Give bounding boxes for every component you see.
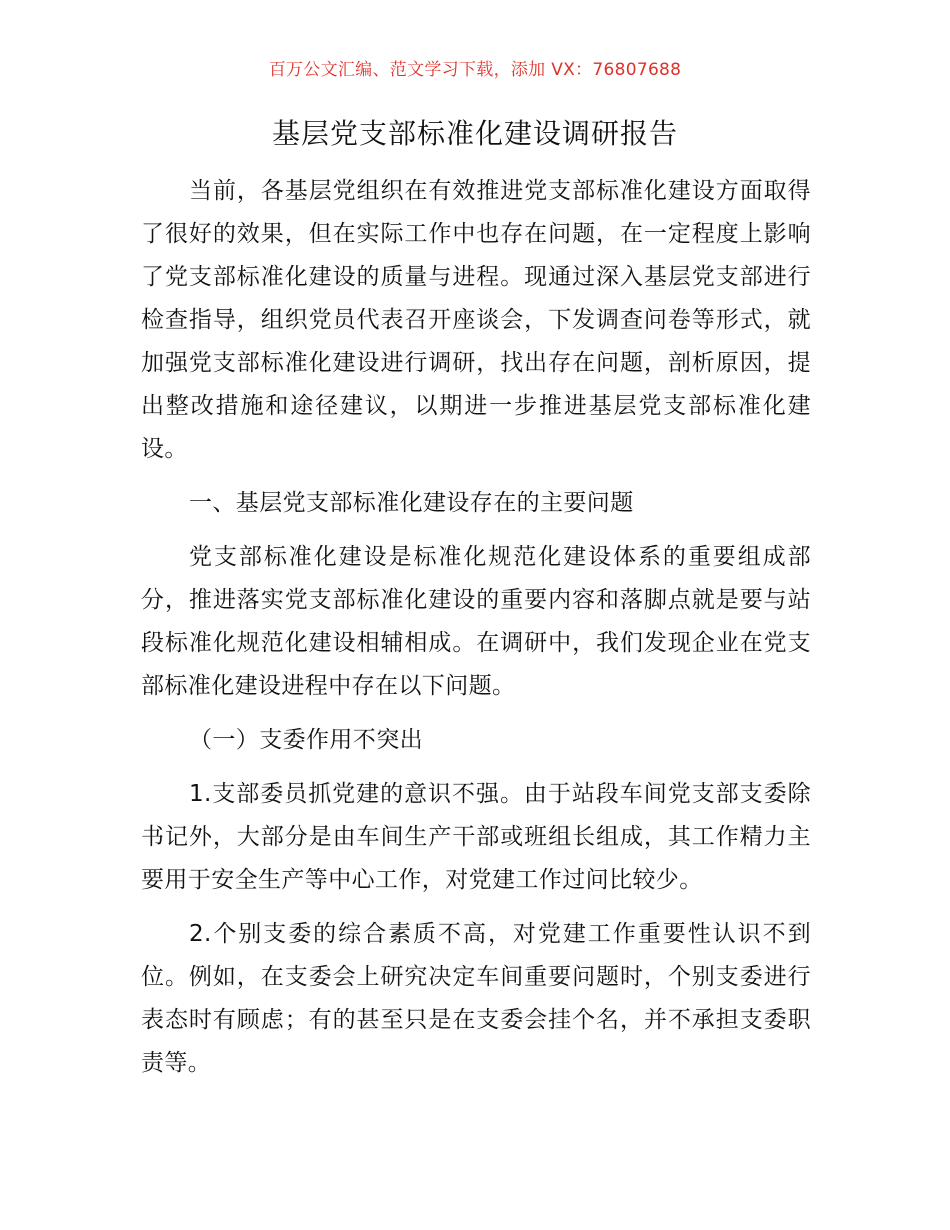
section-heading-1: 一、基层党支部标准化建设存在的主要问题 <box>189 490 634 516</box>
document-body <box>141 170 811 1096</box>
promo-header: 百万公文汇编、范文学习下载，添加 VX：76807688 <box>268 60 682 80</box>
document-title: 基层党支部标准化建设调研报告 <box>271 117 678 150</box>
subsection-heading-1: （一）支委作用不突出 <box>189 727 423 753</box>
point-1-paragraph: 1.支部委员抓党建的意识不强。由于站段车间党支部支委除书记外，大部分是由车间生产干部或班组长组成，其工作精力主要用于安全生产等中心工作，对党建工作过问比较少。 <box>141 781 811 893</box>
intro-paragraph: 当前，各基层党组织在有效推进党支部标准化建设方面取得了很好的效果，但在实际工作中也存在问题，在一定程度上影响了党支部标准化建设的质量与进程。现通过深入基层党支部进行检查指导，组织党员代表召开座谈会，下发调查问卷等形式，就加强党支部标准化建设进行调研，找出存在问题，剖析原因，提出整改措施和途径建议，以期进一步推进基层党支部标准化建设。 <box>141 178 811 462</box>
point-2-paragraph: 2.个别支委的综合素质不高，对党建工作重要性认识不到位。例如，在支委会上研究决定车间重要问题时，个别支委进行表态时有顾虑；有的甚至只是在支委会挂个名，并不承担支委职责等。 <box>141 921 811 1076</box>
section-1-paragraph: 党支部标准化建设是标准化规范化建设体系的重要组成部分，推进落实党支部标准化建设的重要内容和落脚点就是要与站段标准化规范化建设相辅相成。在调研中，我们发现企业在党支部标准化建设进程中存在以下问题。 <box>141 544 811 699</box>
